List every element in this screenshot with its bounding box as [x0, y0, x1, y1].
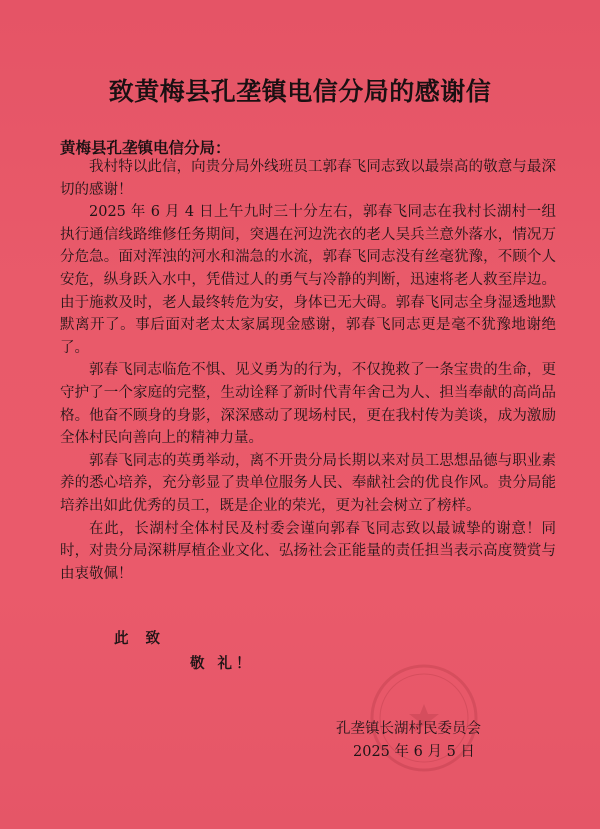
paragraph: 在此，长湖村全体村民及村委会谨向郭春飞同志致以最诚挚的谢意！同时，对贵分局深耕厚植企业文化、弘扬社会正能量的责任担当表示高度赞赏与由衷敬佩！ [60, 520, 556, 582]
closing-line-2: 敬 礼！ [190, 656, 255, 672]
signer-organization: 孔垄镇长湖村民委员会 [336, 721, 481, 737]
letter-body [60, 156, 556, 585]
letter-title: 致黄梅县孔垄镇电信分局的感谢信 [108, 77, 492, 106]
paragraph: 2025 年 6 月 4 日上午九时三十分左右，郭春飞同志在我村长湖村一组执行通信线路维修任务期间，突遇在河边洗衣的老人吴兵兰意外落水，情况万分危急。面对浑浊的河水和湍急的水流，郭春飞同志没有丝毫犹豫，不顾个人安危，纵身跃入水中，凭借过人的勇气与冷静的判断，迅速将老人救至岸边。由于施救及时，老人最终转危为安，身体已无大碍。郭春飞同志全身湿透地默默离开了。事后面对老太太家属现金感谢，郭春飞同志更是毫不犹豫地谢绝了。 [60, 204, 556, 356]
paragraph: 郭春飞同志的英勇举动，离不开贵分局长期以来对员工思想品德与职业素养的悉心培养，充分彰显了贵单位服务人民、奉献社会的优良作风。贵分局能培养出如此优秀的员工，既是企业的荣光，更为社会树立了榜样。 [60, 452, 556, 514]
letter-date: 2025 年 6 月 5 日 [353, 744, 475, 760]
salutation: 黄梅县孔垄镇电信分局： [60, 139, 231, 157]
paragraph: 我村特以此信，向贵分局外线班员工郭春飞同志致以最崇高的敬意与最深切的感谢！ [60, 159, 556, 198]
paragraph: 郭春飞同志临危不惧、见义勇为的行为，不仅挽救了一条宝贵的生命，更守护了一个家庭的完整，生动诠释了新时代青年舍己为人、担当奉献的高尚品格。他奋不顾身的身影，深深感动了现场村民，更在我村传为美谈，成为激励全体村民向善向上的精神力量。 [60, 362, 556, 447]
closing-line-1: 此 致 [114, 631, 167, 647]
